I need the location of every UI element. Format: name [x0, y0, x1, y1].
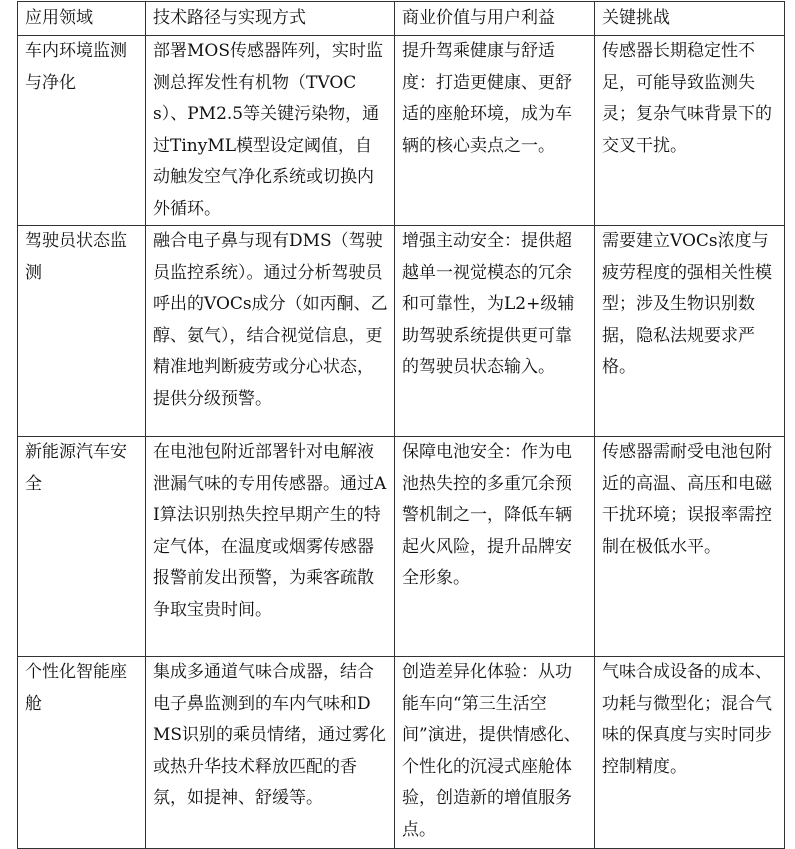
header-tech-path: 技术路径与实现方式 — [146, 2, 395, 36]
comparison-table — [17, 1, 785, 849]
cell-domain: 车内环境监测与净化 — [18, 36, 146, 226]
cell-challenge: 气味合成设备的成本、功耗与微型化；混合气味的保真度与实时同步控制精度。 — [595, 657, 785, 849]
cell-challenge: 传感器需耐受电池包附近的高温、高压和电磁干扰环境；误报率需控制在极低水平。 — [595, 437, 785, 657]
cell-domain: 个性化智能座舱 — [18, 657, 146, 849]
cell-value: 保障电池安全：作为电池热失控的多重冗余预警机制之一，降低车辆起火风险，提升品牌安全形象。 — [395, 437, 595, 657]
header-business-value: 商业价值与用户利益 — [395, 2, 595, 36]
table-row — [18, 657, 785, 849]
table-body — [18, 36, 785, 849]
cell-domain: 驾驶员状态监测 — [18, 226, 146, 437]
table-row — [18, 437, 785, 657]
cell-tech: 在电池包附近部署针对电解液泄漏气味的专用传感器。通过AI算法识别热失控早期产生的特定气体，在温度或烟雾传感器报警前发出预警，为乘客疏散争取宝贵时间。 — [146, 437, 395, 657]
cell-challenge: 需要建立VOCs浓度与疲劳程度的强相关性模型；涉及生物识别数据，隐私法规要求严格。 — [595, 226, 785, 437]
cell-tech: 集成多通道气味合成器，结合电子鼻监测到的车内气味和DMS识别的乘员情绪，通过雾化或热升华技术释放匹配的香氛，如提神、舒缓等。 — [146, 657, 395, 849]
cell-tech: 部署MOS传感器阵列，实时监测总挥发性有机物（TVOCs）、PM2.5等关键污染物，通过TinyML模型设定阈值，自动触发空气净化系统或切换内外循环。 — [146, 36, 395, 226]
table-row — [18, 226, 785, 437]
cell-domain: 新能源汽车安全 — [18, 437, 146, 657]
header-key-challenges: 关键挑战 — [595, 2, 785, 36]
cell-value: 创造差异化体验：从功能车向“第三生活空间”演进，提供情感化、个性化的沉浸式座舱体验，创造新的增值服务点。 — [395, 657, 595, 849]
cell-value: 增强主动安全：提供超越单一视觉模态的冗余和可靠性，为L2+级辅助驾驶系统提供更可靠的驾驶员状态输入。 — [395, 226, 595, 437]
table-row — [18, 36, 785, 226]
header-application-domain: 应用领域 — [18, 2, 146, 36]
cell-value: 提升驾乘健康与舒适度：打造更健康、更舒适的座舱环境，成为车辆的核心卖点之一。 — [395, 36, 595, 226]
cell-tech: 融合电子鼻与现有DMS（驾驶员监控系统）。通过分析驾驶员呼出的VOCs成分（如丙酮、乙醇、氨气），结合视觉信息，更精准地判断疲劳或分心状态，提供分级预警。 — [146, 226, 395, 437]
table-header — [18, 2, 785, 36]
cell-challenge: 传感器长期稳定性不足，可能导致监测失灵；复杂气味背景下的交叉干扰。 — [595, 36, 785, 226]
header-row — [18, 2, 785, 36]
